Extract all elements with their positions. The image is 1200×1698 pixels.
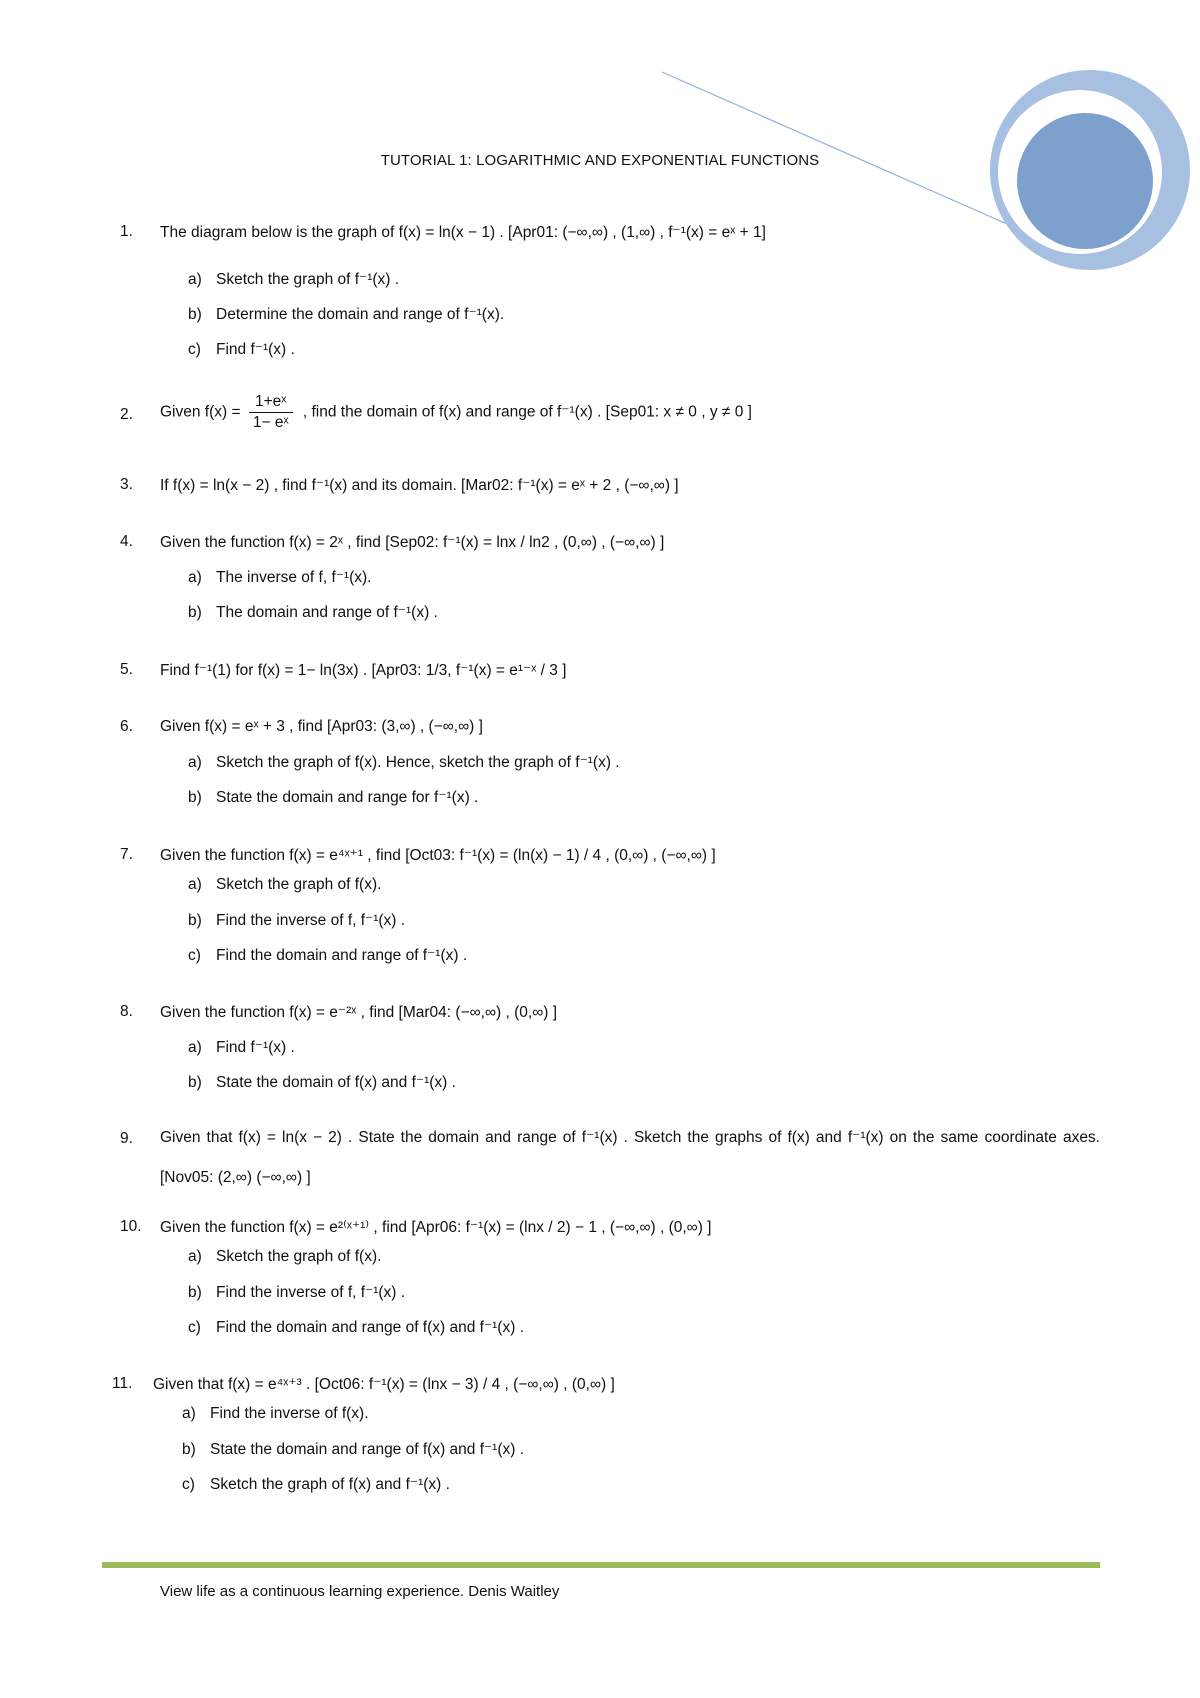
sub-question-letter: b): [188, 1284, 202, 1301]
question-number: 3.: [120, 476, 133, 493]
question-number: 1.: [120, 223, 133, 240]
sub-question-letter: a): [188, 1248, 202, 1265]
fraction: [249, 392, 293, 433]
sub-question-letter: c): [188, 341, 201, 358]
sub-question-text: Sketch the graph of f(x). Hence, sketch the graph of f⁻¹(x) .: [216, 754, 620, 771]
sub-question-letter: a): [188, 754, 202, 771]
sub-question-letter: c): [188, 1319, 201, 1336]
question-number: 6.: [120, 718, 133, 735]
question-text: If f(x) = ln(x − 2) , find f⁻¹(x) and its domain. [Mar02: f⁻¹(x) = eˣ + 2 , (−∞,∞) ]: [160, 477, 679, 494]
question-text: Find f⁻¹(1) for f(x) = 1− ln(3x) . [Apr03: 1/3, f⁻¹(x) = e¹⁻ˣ / 3 ]: [160, 662, 567, 679]
question-text-after: , find the domain of f(x) and range of f⁻¹(x) . [Sep01: x ≠ 0 , y ≠ 0 ]: [302, 403, 752, 421]
question-text: Given that f(x) = e⁴ˣ⁺³ . [Oct06: f⁻¹(x) = (lnx − 3) / 4 , (−∞,∞) , (0,∞) ]: [153, 1376, 615, 1393]
sub-question: [188, 305, 504, 324]
sub-question-letter: b): [188, 604, 202, 621]
sub-question: [188, 270, 399, 289]
sub-question-letter: b): [188, 1074, 202, 1091]
sub-question: [188, 911, 405, 930]
question-number: 11.: [112, 1375, 133, 1392]
question-text: The diagram below is the graph of f(x) = ln(x − 1) . [Apr01: (−∞,∞) , (1,∞) , f⁻¹(x) = eˣ + 1]: [160, 224, 766, 241]
sub-question: [188, 1038, 295, 1057]
sub-question-letter: b): [182, 1441, 196, 1458]
sub-question-text: Sketch the graph of f(x) and f⁻¹(x) .: [210, 1476, 450, 1493]
sub-question-letter: a): [188, 569, 202, 586]
question-number: 4.: [120, 533, 133, 550]
sub-question-text: Determine the domain and range of f⁻¹(x).: [216, 306, 505, 323]
sub-question: [188, 1318, 524, 1337]
question-number: 8.: [120, 1003, 133, 1020]
sub-question-text: Find f⁻¹(x) .: [216, 341, 295, 358]
footer-quote: View life as a continuous learning experience. Denis Waitley: [160, 1583, 560, 1600]
sub-question: [188, 1248, 381, 1266]
sub-question-letter: a): [188, 876, 202, 893]
sub-question-letter: a): [188, 1039, 202, 1056]
sub-question-letter: b): [188, 789, 202, 806]
sub-question-text: The inverse of f, f⁻¹(x).: [216, 569, 372, 586]
sub-question-text: Sketch the graph of f⁻¹(x) .: [216, 271, 400, 288]
sub-question: [182, 1475, 450, 1494]
sub-question: [188, 340, 295, 359]
sub-question: [188, 603, 438, 622]
page-title: TUTORIAL 1: LOGARITHMIC AND EXPONENTIAL FUNCTIONS: [380, 152, 820, 169]
question-text: Given the function f(x) = e⁻²ˣ , find [Mar04: (−∞,∞) , (0,∞) ]: [160, 1004, 558, 1021]
sub-question: [188, 753, 620, 772]
question-text: Given the function f(x) = e⁴ˣ⁺¹ , find [Oct03: f⁻¹(x) = (ln(x) − 1) / 4 , (0,∞) , (−∞,∞) ]: [160, 847, 716, 864]
sub-question: [188, 876, 381, 894]
sub-question-text: Find the inverse of f, f⁻¹(x) .: [216, 1284, 406, 1301]
question-number: 9.: [120, 1130, 133, 1147]
sub-question-letter: c): [188, 947, 201, 964]
sub-question-letter: a): [182, 1405, 196, 1422]
question-number: 5.: [120, 661, 133, 678]
footer-divider: [102, 1562, 1100, 1568]
sub-question-text: Sketch the graph of f(x).: [216, 1248, 382, 1265]
fraction-denominator: 1− eˣ: [252, 414, 289, 431]
sub-question-text: Find the domain and range of f(x) and f⁻¹(x) .: [216, 1319, 524, 1336]
fraction-numerator: 1+eˣ: [249, 392, 293, 413]
question-number: 10.: [120, 1218, 142, 1235]
question-text: [160, 392, 1100, 433]
sub-question: [188, 1283, 405, 1302]
sub-question: [182, 1405, 369, 1423]
sub-question-text: Find the domain and range of f⁻¹(x) .: [216, 947, 468, 964]
sub-question-text: State the domain of f(x) and f⁻¹(x) .: [216, 1074, 456, 1091]
sub-question: [188, 788, 478, 807]
sub-question-text: Sketch the graph of f(x).: [216, 876, 382, 893]
sub-question-text: State the domain and range of f(x) and f⁻¹(x) .: [210, 1441, 525, 1458]
sub-question-text: Find the inverse of f, f⁻¹(x) .: [216, 912, 406, 929]
sub-question-text: Find the inverse of f(x).: [210, 1405, 369, 1422]
sub-question-text: State the domain and range for f⁻¹(x) .: [216, 789, 479, 806]
question-text-before: Given f(x) =: [160, 403, 241, 421]
sub-question: [182, 1440, 524, 1459]
question-text: Given the function f(x) = e²⁽ˣ⁺¹⁾ , find [Apr06: f⁻¹(x) = (lnx / 2) − 1 , (−∞,∞) , (0,∞) ]: [160, 1219, 712, 1236]
sub-question-letter: c): [182, 1476, 195, 1493]
question-text: Given that f(x) = ln(x − 2) . State the domain and range of f⁻¹(x) . Sketch the graphs of f(x) and f⁻¹(x) on the same coordinate axes. [Nov05: (2,∞) (−∞,∞) ]: [160, 1129, 1100, 1186]
sub-question-text: The domain and range of f⁻¹(x) .: [216, 604, 438, 621]
question-text: Given the function f(x) = 2ˣ , find [Sep02: f⁻¹(x) = lnx / ln2 , (0,∞) , (−∞,∞) ]: [160, 534, 665, 551]
question-number: 7.: [120, 846, 133, 863]
sub-question-text: Find f⁻¹(x) .: [216, 1039, 295, 1056]
sub-question-letter: b): [188, 306, 202, 323]
sub-question: [188, 568, 371, 587]
question-number: 2.: [120, 406, 133, 423]
sub-question: [188, 946, 467, 965]
sub-question-letter: a): [188, 271, 202, 288]
sub-question-letter: b): [188, 912, 202, 929]
sub-question: [188, 1073, 456, 1092]
question-text: Given f(x) = eˣ + 3 , find [Apr03: (3,∞) , (−∞,∞) ]: [160, 718, 483, 735]
